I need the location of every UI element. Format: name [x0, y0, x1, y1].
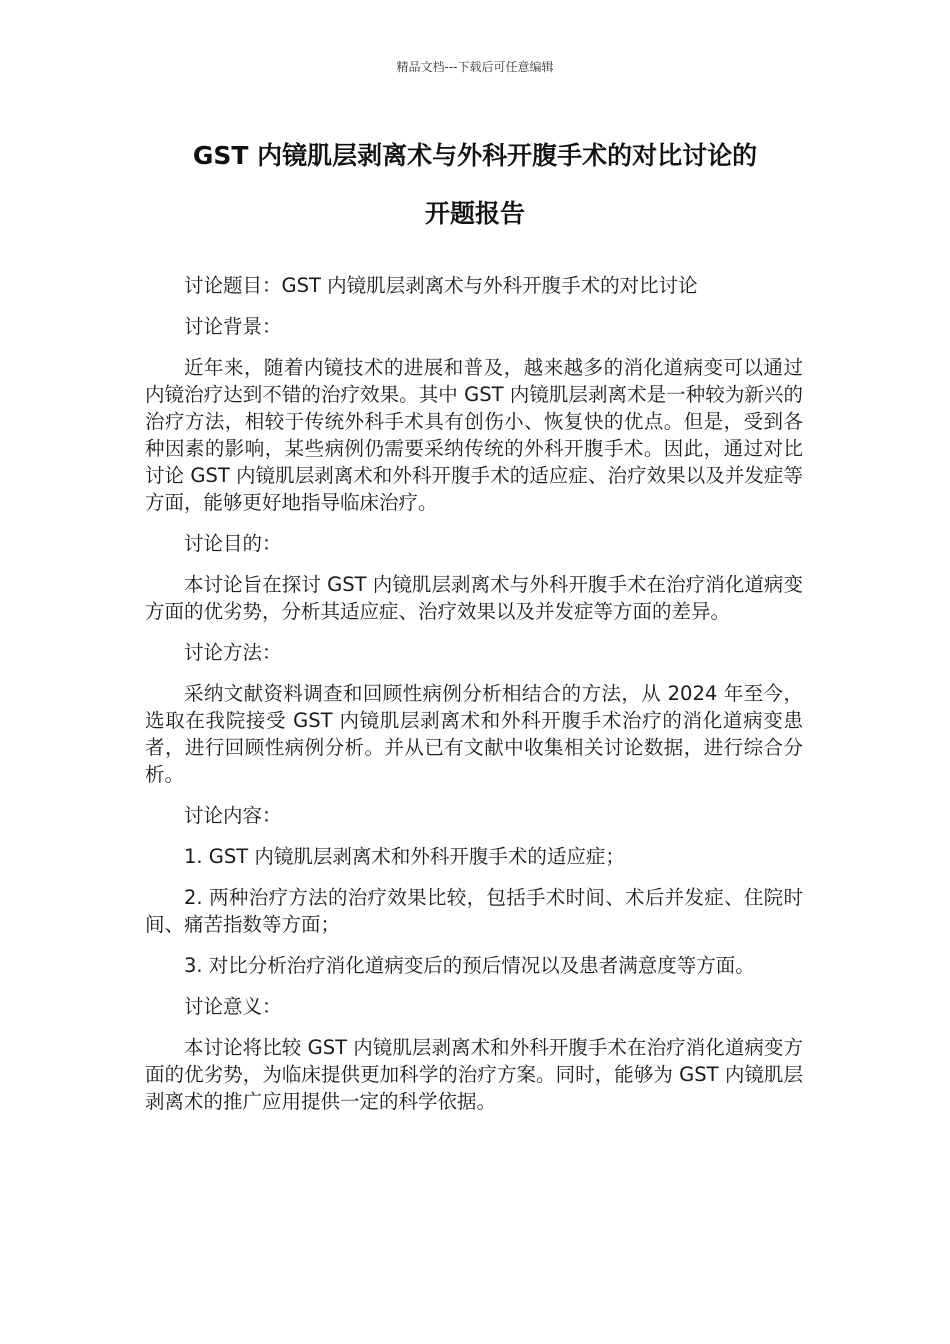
method-paragraph: 采纳文献资料调查和回顾性病例分析相结合的方法，从 2024 年至今，选取在我院接受 GST 内镜肌层剥离术和外科开腹手术治疗的消化道病变患者，进行回顾性病例分析。并从已有文献中收集相关讨论数据，进行综合分析。 — [145, 682, 803, 786]
content-heading: 讨论内容： — [184, 804, 282, 827]
content-item-1: 1. GST 内镜肌层剥离术和外科开腹手术的适应症； — [184, 845, 625, 868]
topic-line: 讨论题目：GST 内镜肌层剥离术与外科开腹手术的对比讨论 — [184, 274, 698, 297]
background-paragraph: 近年来，随着内镜技术的进展和普及，越来越多的消化道病变可以通过内镜治疗达到不错的治疗效果。其中 GST 内镜肌层剥离术是一种较为新兴的治疗方法，相较于传统外科手术具有创伤小、恢复快的优点。但是，受到各种因素的影响，某些病例仍需要采纳传统的外科开腹手术。因此，通过对比讨论 GST 内镜肌层剥离术和外科开腹手术的适应症、治疗效果以及并发症等方面，能够更好地指导临床治疗。 — [145, 356, 803, 514]
significance-heading: 讨论意义： — [184, 995, 282, 1018]
background-heading: 讨论背景： — [184, 315, 282, 338]
document-title-line-1: GST 内镜肌层剥离术与外科开腹手术的对比讨论的 — [192, 141, 758, 170]
content-item-3: 3. 对比分析治疗消化道病变后的预后情况以及患者满意度等方面。 — [184, 954, 755, 977]
document-body — [145, 272, 803, 1115]
purpose-heading: 讨论目的： — [184, 532, 282, 555]
document-title-line-2: 开题报告 — [424, 199, 525, 228]
page-header: 精品文档---下载后可任意编辑 — [396, 60, 554, 74]
method-heading: 讨论方法： — [184, 641, 282, 664]
significance-paragraph: 本讨论将比较 GST 内镜肌层剥离术和外科开腹手术在治疗消化道病变方面的优劣势，为临床提供更加科学的治疗方案。同时，能够为 GST 内镜肌层剥离术的推广应用提供一定的科学依据。 — [145, 1036, 803, 1113]
content-item-2: 2. 两种治疗方法的治疗效果比较，包括手术时间、术后并发症、住院时间、痛苦指数等方面； — [145, 886, 803, 936]
purpose-paragraph: 本讨论旨在探讨 GST 内镜肌层剥离术与外科开腹手术在治疗消化道病变方面的优劣势，分析其适应症、治疗效果以及并发症等方面的差异。 — [145, 573, 803, 623]
